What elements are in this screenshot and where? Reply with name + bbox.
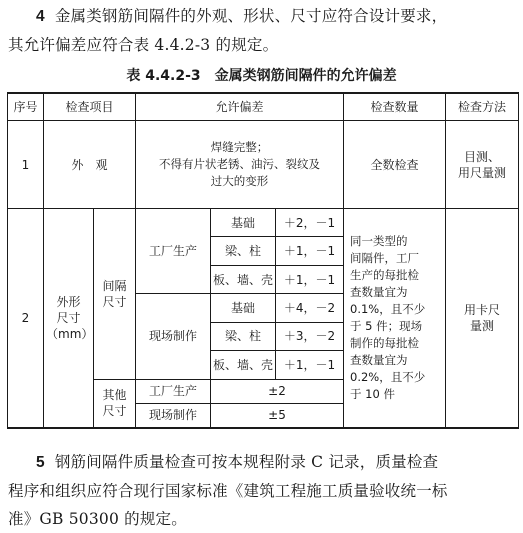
row1-method: 目测、 用尺量测 (446, 121, 519, 208)
row2-item: 外形 尺寸 （mm） (44, 208, 94, 428)
part-slab: 板、墙、壳 (211, 351, 276, 379)
header-deviation: 允许偏差 (136, 93, 344, 121)
clause-5-paragraph (8, 448, 518, 533)
onsite-base-value: ＋4，－2 (276, 294, 344, 322)
part-slab: 板、墙、壳 (211, 265, 276, 293)
table-row (8, 121, 519, 208)
clause-text-line-2: 程序和组织应符合现行国家标准《建筑工程施工质量验收统一标 (8, 482, 448, 500)
row1-quantity: 全数检查 (344, 121, 446, 208)
part-beam: 梁、柱 (211, 322, 276, 350)
clause-text-line-1: 金属类钢筋间隔件的外观、形状、尺寸应符合设计要求， (54, 7, 448, 25)
clause-4-paragraph (8, 2, 518, 59)
other-factory-value: ±2 (211, 379, 344, 403)
header-method: 检查方法 (446, 93, 519, 121)
clause-number: 5 (36, 454, 45, 471)
other-onsite-value: ±5 (211, 403, 344, 428)
table-header-row (8, 93, 519, 121)
part-base: 基础 (211, 208, 276, 236)
clause-text-line-2: 其允许偏差应符合表 4.4.2-3 的规定。 (8, 36, 279, 54)
row2-quantity: 同一类型的 间隔件，工厂 生产的每批检 查数量宜为 0.1%，且不少 于 5 件；现场 制作的每批检 查数量宜为 0.2%，且不少 于 10 件 (344, 208, 446, 428)
onsite-label: 现场制作 (136, 294, 211, 379)
row2-method: 用卡尺 量测 (446, 208, 519, 428)
row1-deviation: 焊缝完整； 不得有片状老锈、油污、裂纹及 过大的变形 (136, 121, 344, 208)
other-size-label: 其他 尺寸 (94, 379, 136, 428)
clause-text-line-1: 钢筋间隔件质量检查可按本规程附录 C 记录，质量检查 (54, 453, 439, 471)
factory-beam-value: ＋1，－1 (276, 237, 344, 265)
factory-base-value: ＋2，－1 (276, 208, 344, 236)
part-beam: 梁、柱 (211, 237, 276, 265)
table-row (8, 208, 519, 236)
header-no: 序号 (8, 93, 44, 121)
row2-no: 2 (8, 208, 44, 428)
part-base: 基础 (211, 294, 276, 322)
onsite-beam-value: ＋3，－2 (276, 322, 344, 350)
factory-label: 工厂生产 (136, 208, 211, 293)
factory-slab-value: ＋1，－1 (276, 265, 344, 293)
other-onsite-label: 现场制作 (136, 403, 211, 428)
table-caption: 表 4.4.2-3 金属类钢筋间隔件的允许偏差 (126, 68, 397, 84)
spacing-size-label: 间隔 尺寸 (94, 208, 136, 379)
header-item: 检查项目 (44, 93, 136, 121)
clause-number: 4 (36, 8, 45, 25)
tolerance-table (7, 92, 519, 429)
row1-no: 1 (8, 121, 44, 208)
header-quantity: 检查数量 (344, 93, 446, 121)
clause-text-line-3: 准》GB 50300 的规定。 (8, 510, 187, 528)
onsite-slab-value: ＋1，－1 (276, 351, 344, 379)
row1-item: 外 观 (44, 121, 136, 208)
other-factory-label: 工厂生产 (136, 379, 211, 403)
